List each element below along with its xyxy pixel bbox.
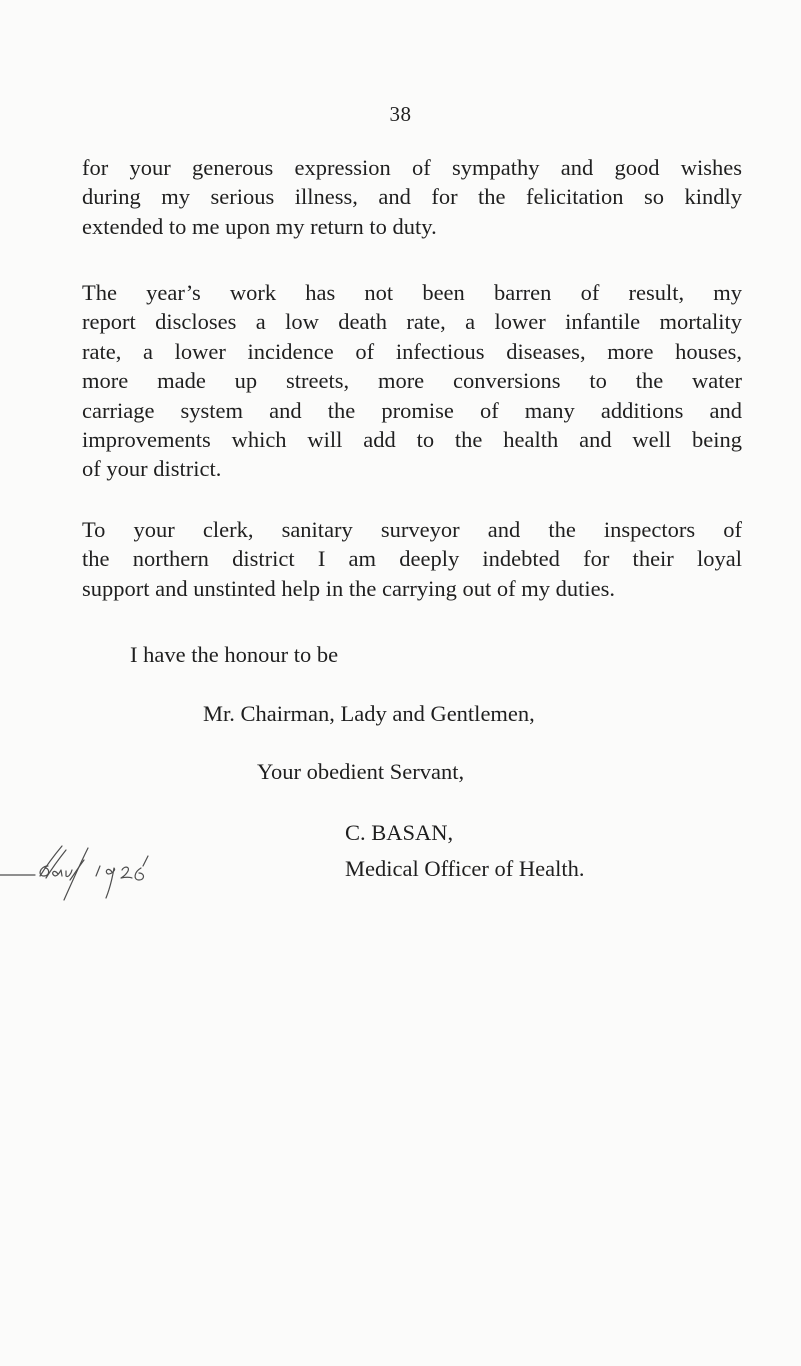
text-line: To your clerk, sanitary surveyor and the inspectors of bbox=[82, 517, 742, 542]
text-line: rate, a lower incidence of infectious diseases, more houses, bbox=[82, 338, 742, 364]
text-line: of your district. bbox=[82, 456, 222, 482]
page-number: 38 bbox=[389, 102, 412, 126]
paragraph-sympathy bbox=[82, 153, 742, 241]
closing-honour: I have the honour to be bbox=[130, 642, 339, 667]
text-line: more made up streets, more conversions to the water bbox=[82, 368, 742, 394]
text-line: support and unstinted help in the carrying out of my duties. bbox=[82, 575, 616, 601]
closing-servant: Your obedient Servant, bbox=[257, 759, 465, 784]
closing-salutation: Mr. Chairman, Lady and Gentlemen, bbox=[203, 701, 535, 726]
paragraph-years-work bbox=[82, 278, 742, 484]
handwritten-date-note bbox=[0, 840, 240, 920]
text-line: for your generous expression of sympathy and good wishes bbox=[82, 155, 742, 180]
text-line: improvements which will add to the health and well being bbox=[82, 427, 742, 453]
text-line: report discloses a low death rate, a lower infantile mortality bbox=[82, 309, 742, 335]
text-line: carriage system and the promise of many additions and bbox=[82, 397, 742, 423]
text-line: The year’s work has not been barren of result, my bbox=[82, 280, 742, 305]
text-line: during my serious illness, and for the felicitation so kindly bbox=[82, 184, 742, 210]
text-line: the northern district I am deeply indebted for their loyal bbox=[82, 546, 742, 572]
text-line: extended to me upon my return to duty. bbox=[82, 213, 437, 239]
signature-name: C. BASAN, bbox=[345, 820, 454, 845]
paragraph-acknowledgements bbox=[82, 515, 742, 603]
signature-title: Medical Officer of Health. bbox=[345, 856, 585, 881]
